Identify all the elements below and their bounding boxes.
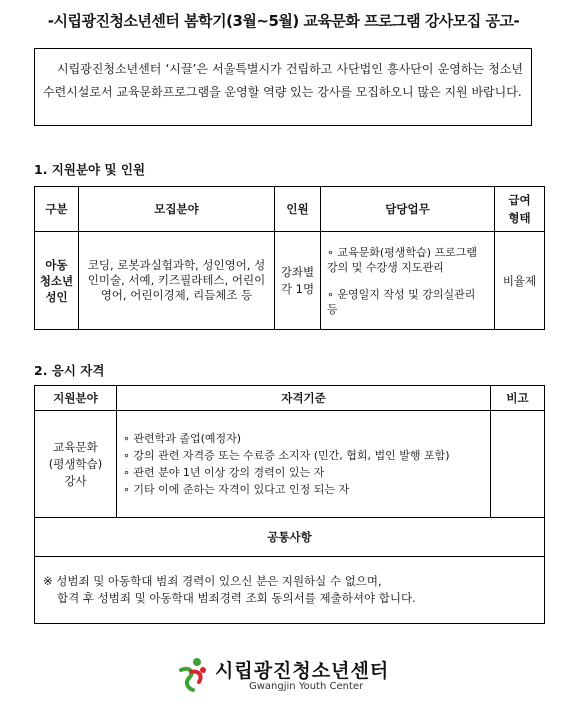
criteria-list: [123, 430, 484, 498]
duty-item-1: ∘ 교육문화(평생학습) 프로그램 강의 및 수강생 지도관리: [327, 245, 477, 274]
common-note: [35, 557, 545, 624]
table-row: [35, 411, 545, 518]
header-count: 인원: [275, 187, 321, 232]
section1-heading: 1. 지원분야 및 인원: [34, 162, 146, 177]
list-item: ∘ 기타 이에 준하는 자격이 있다고 인정 되는 자: [123, 483, 350, 496]
section2-heading: 2. 응시 자격: [34, 363, 105, 378]
common-note-line-2: 합격 후 성범죄 및 아동학대 범죄경력 조회 동의서를 제출하셔야 합니다.: [57, 591, 416, 605]
header-note: 비고: [491, 386, 545, 411]
header-pay: 급여 형태: [495, 187, 545, 232]
header-duty: 담당업무: [321, 187, 495, 232]
cell-field: 교육문화 (평생학습) 강사: [35, 411, 117, 518]
common-note-line-1: ※ 성범죄 및 아동학대 범죄 경력이 있으신 분은 지원하실 수 없으며,: [43, 574, 382, 588]
common-title-row: [35, 518, 545, 557]
logo-subtitle: Gwangjin Youth Center: [249, 681, 364, 692]
common-note-row: [35, 557, 545, 624]
center-logo: [175, 656, 415, 696]
common-title: 공통사항: [35, 518, 545, 557]
cell-criteria: [117, 411, 491, 518]
table-header-row: [35, 386, 545, 411]
cell-duty: [321, 232, 495, 330]
cell-note: [491, 411, 545, 518]
header-fields: 모집분야: [79, 187, 275, 232]
intro-box: [34, 48, 532, 126]
list-item: ∘ 강의 관련 자격증 또는 수료증 소지자 (민간, 협회, 법인 발행 포함): [123, 449, 450, 462]
list-item: ∘ 관련 분야 1년 이상 강의 경력이 있는 자: [123, 466, 325, 479]
logo-mark-icon: [175, 656, 211, 694]
cell-count: 강좌별 각 1명: [275, 232, 321, 330]
table-header-row: [35, 187, 545, 232]
qualification-table: [34, 385, 545, 624]
cell-pay: 비율제: [495, 232, 545, 330]
duty-item-2: ∘ 운영일지 작성 및 강의실관리 등: [327, 287, 476, 316]
recruit-table: [34, 186, 545, 330]
page-title: -시립광진청소년센터 봄학기(3월~5월) 교육문화 프로그램 강사모집 공고-: [47, 12, 520, 30]
header-field: 지원분야: [35, 386, 117, 411]
list-item: ∘ 관련학과 졸업(예정자): [123, 432, 242, 445]
table-row: [35, 232, 545, 330]
cell-category: 아동 청소년 성인: [35, 232, 79, 330]
intro-text: 시립광진청소년센터 ‘시끌’은 서울특별시가 건립하고 사단법인 흥사단이 운영하는 청소년수련시설로서 교육문화프로그램을 운영할 역량 있는 강사를 모집하오니 많은 지원 바랍니다.: [43, 62, 523, 99]
header-criteria: 자격기준: [117, 386, 491, 411]
logo-name: 시립광진청소년센터: [215, 660, 390, 682]
cell-fields: 코딩, 로봇과실험과학, 성인영어, 성인미술, 서예, 키즈필라테스, 어린이영어, 어린이경제, 리듬체조 등: [79, 232, 275, 330]
header-category: 구분: [35, 187, 79, 232]
